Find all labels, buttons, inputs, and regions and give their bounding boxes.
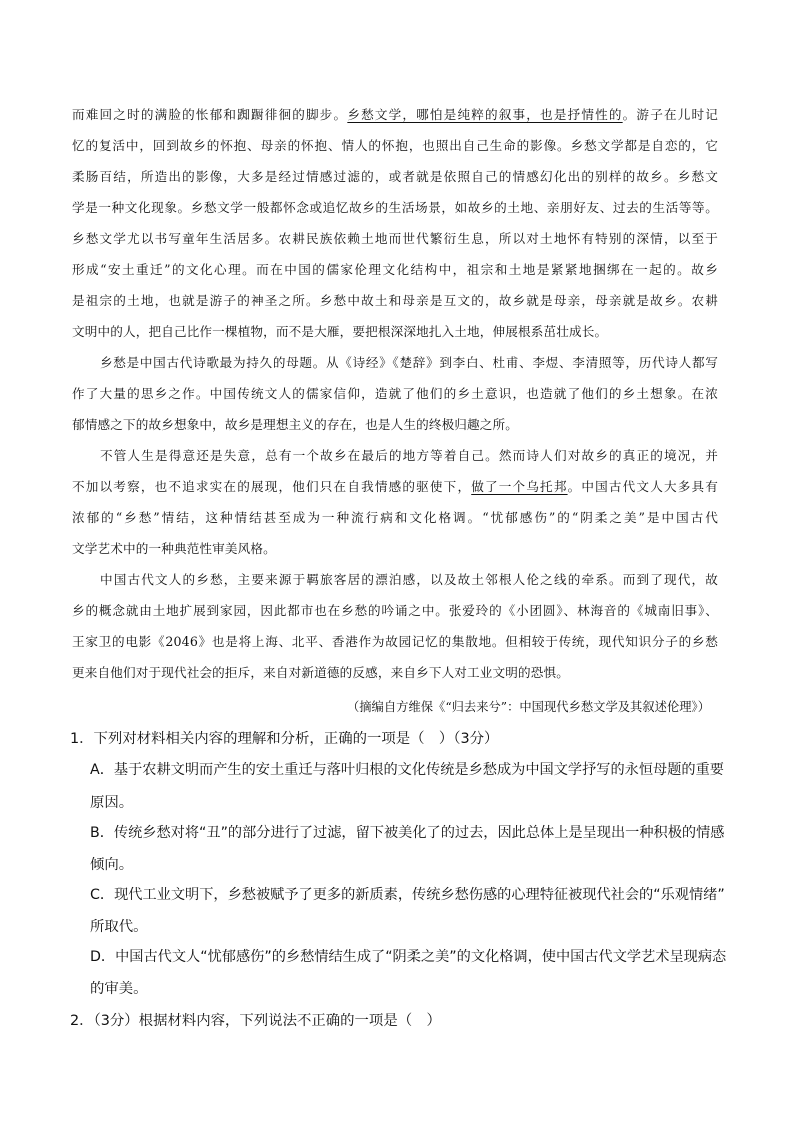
passage-line: 乡的概念就由土地扩展到家园，因此都市也在乡愁的吟诵之中。张爱玲的《小团圆》、林海音的《城南旧事》、 [72,603,718,618]
passage-line: 形成“安土重迁”的文化心理。而在中国的儒家伦理文化结构中，祖宗和土地是紧紧地捆绑在一起的。故乡 [72,262,718,277]
passage-line: 乡愁是中国古代诗歌最为持久的母题。从《诗经》《楚辞》到李白、杜甫、李煜、李清照等，历代诗人都写 [100,355,718,370]
text-segment: 不加以考察，也不追求实在的展现，他们只在自我情感的驱使下， [72,479,472,494]
text-segment: 而难回之时的满脸的怅郁和踟蹰徘徊的脚步。 [72,107,348,122]
text-segment: 。中国古代文人大多具有 [567,479,718,494]
passage-line [72,476,718,495]
passage-line: 学是一种文化现象。乡愁文学一般都怀念或追忆故乡的生活场景，如故乡的土地、亲朋好友、过去的生活等等。 [72,200,718,215]
passage-line: 柔肠百结，所造出的影像，大多是经过情感过滤的，或者就是依照自己的情感幻化出的别样的故乡。乡愁文 [72,169,718,184]
option-c[interactable]: C．现代工业文明下，乡愁被赋予了更多的新质素，传统乡愁伤感的心理特征被现代社会的“乐观情绪” [90,887,725,903]
option-a-continued[interactable]: 原因。 [90,795,134,811]
passage-line: 文学艺术中的一种典范性审美风格。 [72,541,276,556]
passage-line: 文明中的人，把自己比作一棵植物，而不是大雁，要把根深深地扎入土地，伸展根系茁壮成长。 [72,324,608,339]
underlined-phrase: 乡愁文学，哪怕是纯粹的叙事，也是抒情性的 [347,107,623,122]
underlined-phrase: 做了一个乌托邦 [471,479,568,494]
option-d-continued[interactable]: 的审美。 [90,981,148,997]
passage-line: 不管人生是得意还是失意，总有一个故乡在最后的地方等着自己。然而诗人们对故乡的真正的境况，并 [100,448,718,463]
passage-line: 王家卫的电影《2046》也是将上海、北平、香港作为故园记忆的集散地。但相较于传统，现代知识分子的乡愁 [72,634,718,649]
option-a[interactable]: A．基于农耕文明而产生的安土重迁与落叶归根的文化传统是乡愁成为中国文学抒写的永恒母题的重要 [90,762,724,778]
option-c-continued[interactable]: 所取代。 [90,919,148,935]
option-b-continued[interactable]: 倾向。 [90,857,134,873]
option-b[interactable]: B．传统乡愁对将“丑”的部分进行了过滤，留下被美化了的过去，因此总体上是呈现出一种积极的情感 [90,825,725,841]
passage-line: 是祖宗的土地，也就是游子的神圣之所。乡愁中故土和母亲是互文的，故乡就是母亲，母亲就是故乡。农耕 [72,293,718,308]
question-1-stem: 1．下列对材料相关内容的理解和分析，正确的一项是（ ）（3分） [70,731,499,747]
passage-line: 更来自他们对于现代社会的拒斥，来自对新道德的反感，来自乡下人对工业文明的恐惧。 [72,665,570,680]
passage-line: 中国古代文人的乡愁，主要来源于羁旅客居的漂泊感，以及故土邻根人伦之线的牵系。而到了现代，故 [100,572,718,587]
passage-line: 乡愁文学尤以书写童年生活居多。农耕民族依赖土地而世代繁衍生息，所以对土地怀有特别的深情，以至于 [72,231,718,246]
passage-source: （摘编自方维保《“归去来兮”：中国现代乡愁文学及其叙述伦理》） [346,700,710,714]
passage-line [72,104,718,123]
passage-line: 忆的复活中，回到故乡的怀抱、母亲的怀抱、情人的怀抱，也照出自己生命的影像。乡愁文学都是自恋的，它 [72,138,718,153]
passage-line: 郁情感之下的故乡想象中，故乡是理想主义的存在，也是人生的终极归趣之所。 [72,417,519,432]
option-d[interactable]: D．中国古代文人“忧郁感伤”的乡愁情结生成了“阴柔之美”的文化格调，使中国古代文学艺术呈现病态 [90,949,727,965]
passage-line: 作了大量的思乡之作。中国传统文人的儒家信仰，造就了他们的乡土意识，也造就了他们的乡土想象。在浓 [72,386,718,401]
question-2-stem: 2．（3分）根据材料内容，下列说法不正确的一项是（ ） [70,1013,441,1029]
text-segment: 。游子在儿时记 [622,107,718,122]
passage-line: 浓郁的“乡愁”情结，这种情结甚至成为一种流行病和文化格调。“忧郁感伤”的“阴柔之美”是中国古代 [72,510,718,525]
